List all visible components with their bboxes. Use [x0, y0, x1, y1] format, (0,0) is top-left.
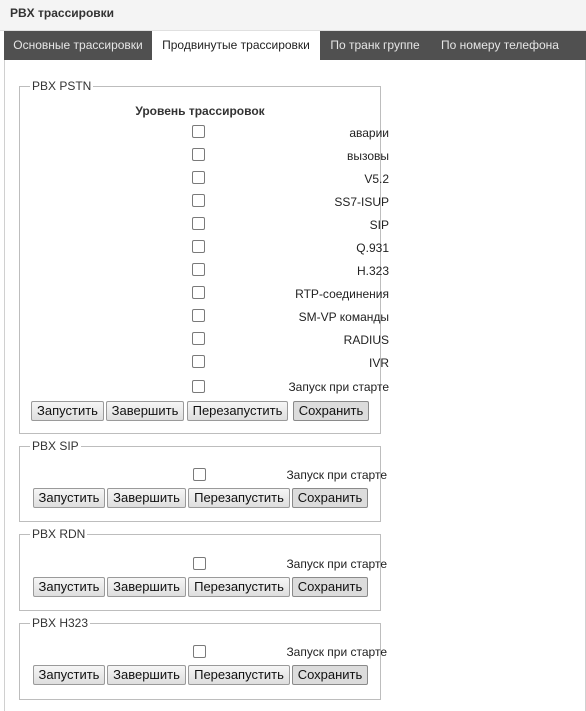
- pbx-h323-legend: PBX H323: [32, 616, 89, 630]
- level-checkbox-h323[interactable]: [192, 263, 205, 276]
- level-checkbox-rtp[interactable]: [192, 286, 205, 299]
- level-checkbox-alarms[interactable]: [192, 125, 205, 138]
- sip-save-button[interactable]: Сохранить: [292, 488, 368, 508]
- level-label-q931: Q.931: [356, 241, 389, 255]
- level-label-sm-vp: SM-VP команды: [298, 310, 389, 324]
- pbx-sip-legend: PBX SIP: [32, 439, 79, 453]
- tab-phone-number[interactable]: По номеру телефона: [441, 38, 559, 52]
- tab-bar: [4, 31, 586, 60]
- level-label-v52: V5.2: [364, 172, 389, 186]
- rdn-restart-button[interactable]: Перезапустить: [188, 577, 290, 597]
- level-checkbox-sm-vp[interactable]: [192, 309, 205, 322]
- pbx-pstn-legend: PBX PSTN: [32, 79, 92, 93]
- pstn-stop-button[interactable]: Завершить: [106, 401, 184, 421]
- level-checkbox-v52[interactable]: [192, 171, 205, 184]
- level-label-alarms: аварии: [349, 126, 389, 140]
- h323-save-button[interactable]: Сохранить: [292, 665, 368, 685]
- level-label-calls: вызовы: [346, 149, 389, 163]
- rdn-save-button[interactable]: Сохранить: [292, 577, 368, 597]
- level-label-radius: RADIUS: [343, 333, 389, 347]
- tab-basic-traces[interactable]: Основные трассировки: [13, 38, 143, 52]
- level-label-h323: H.323: [356, 264, 389, 278]
- tab-trunk-group[interactable]: По транк группе: [330, 38, 420, 52]
- level-label-sip: SIP: [369, 218, 389, 232]
- level-label-rtp: RTP-соединения: [295, 287, 389, 301]
- level-label-ss7-isup: SS7-ISUP: [334, 195, 389, 209]
- trace-level-heading: Уровень трассировок: [135, 104, 265, 118]
- h323-start-button[interactable]: Запустить: [33, 665, 105, 685]
- h323-autostart-checkbox[interactable]: [193, 645, 206, 658]
- h323-restart-button[interactable]: Перезапустить: [188, 665, 290, 685]
- tab-advanced-traces[interactable]: Продвинутые трассировки: [152, 31, 320, 60]
- level-checkbox-calls[interactable]: [192, 148, 205, 161]
- level-label-ivr: IVR: [368, 356, 389, 370]
- pstn-start-button[interactable]: Запустить: [31, 401, 104, 421]
- sip-autostart-label: Запуск при старте: [286, 468, 387, 482]
- sip-start-button[interactable]: Запустить: [33, 488, 105, 508]
- title-bar: [0, 0, 586, 31]
- rdn-stop-button[interactable]: Завершить: [107, 577, 186, 597]
- sip-autostart-checkbox[interactable]: [193, 468, 206, 481]
- rdn-start-button[interactable]: Запустить: [33, 577, 105, 597]
- level-checkbox-ss7-isup[interactable]: [192, 194, 205, 207]
- level-checkbox-sip[interactable]: [192, 217, 205, 230]
- sip-restart-button[interactable]: Перезапустить: [188, 488, 290, 508]
- page-title: PBX трассировки: [10, 6, 115, 20]
- pbx-rdn-legend: PBX RDN: [32, 527, 86, 541]
- rdn-autostart-label: Запуск при старте: [286, 557, 387, 571]
- sip-stop-button[interactable]: Завершить: [107, 488, 186, 508]
- level-checkbox-q931[interactable]: [192, 240, 205, 253]
- h323-stop-button[interactable]: Завершить: [107, 665, 186, 685]
- pstn-restart-button[interactable]: Перезапустить: [187, 401, 288, 421]
- pstn-autostart-label: Запуск при старте: [288, 380, 389, 394]
- level-checkbox-radius[interactable]: [192, 332, 205, 345]
- rdn-autostart-checkbox[interactable]: [193, 557, 206, 570]
- pstn-save-button[interactable]: Сохранить: [293, 401, 369, 421]
- pstn-autostart-checkbox[interactable]: [192, 380, 205, 393]
- h323-autostart-label: Запуск при старте: [286, 645, 387, 659]
- level-checkbox-ivr[interactable]: [192, 355, 205, 368]
